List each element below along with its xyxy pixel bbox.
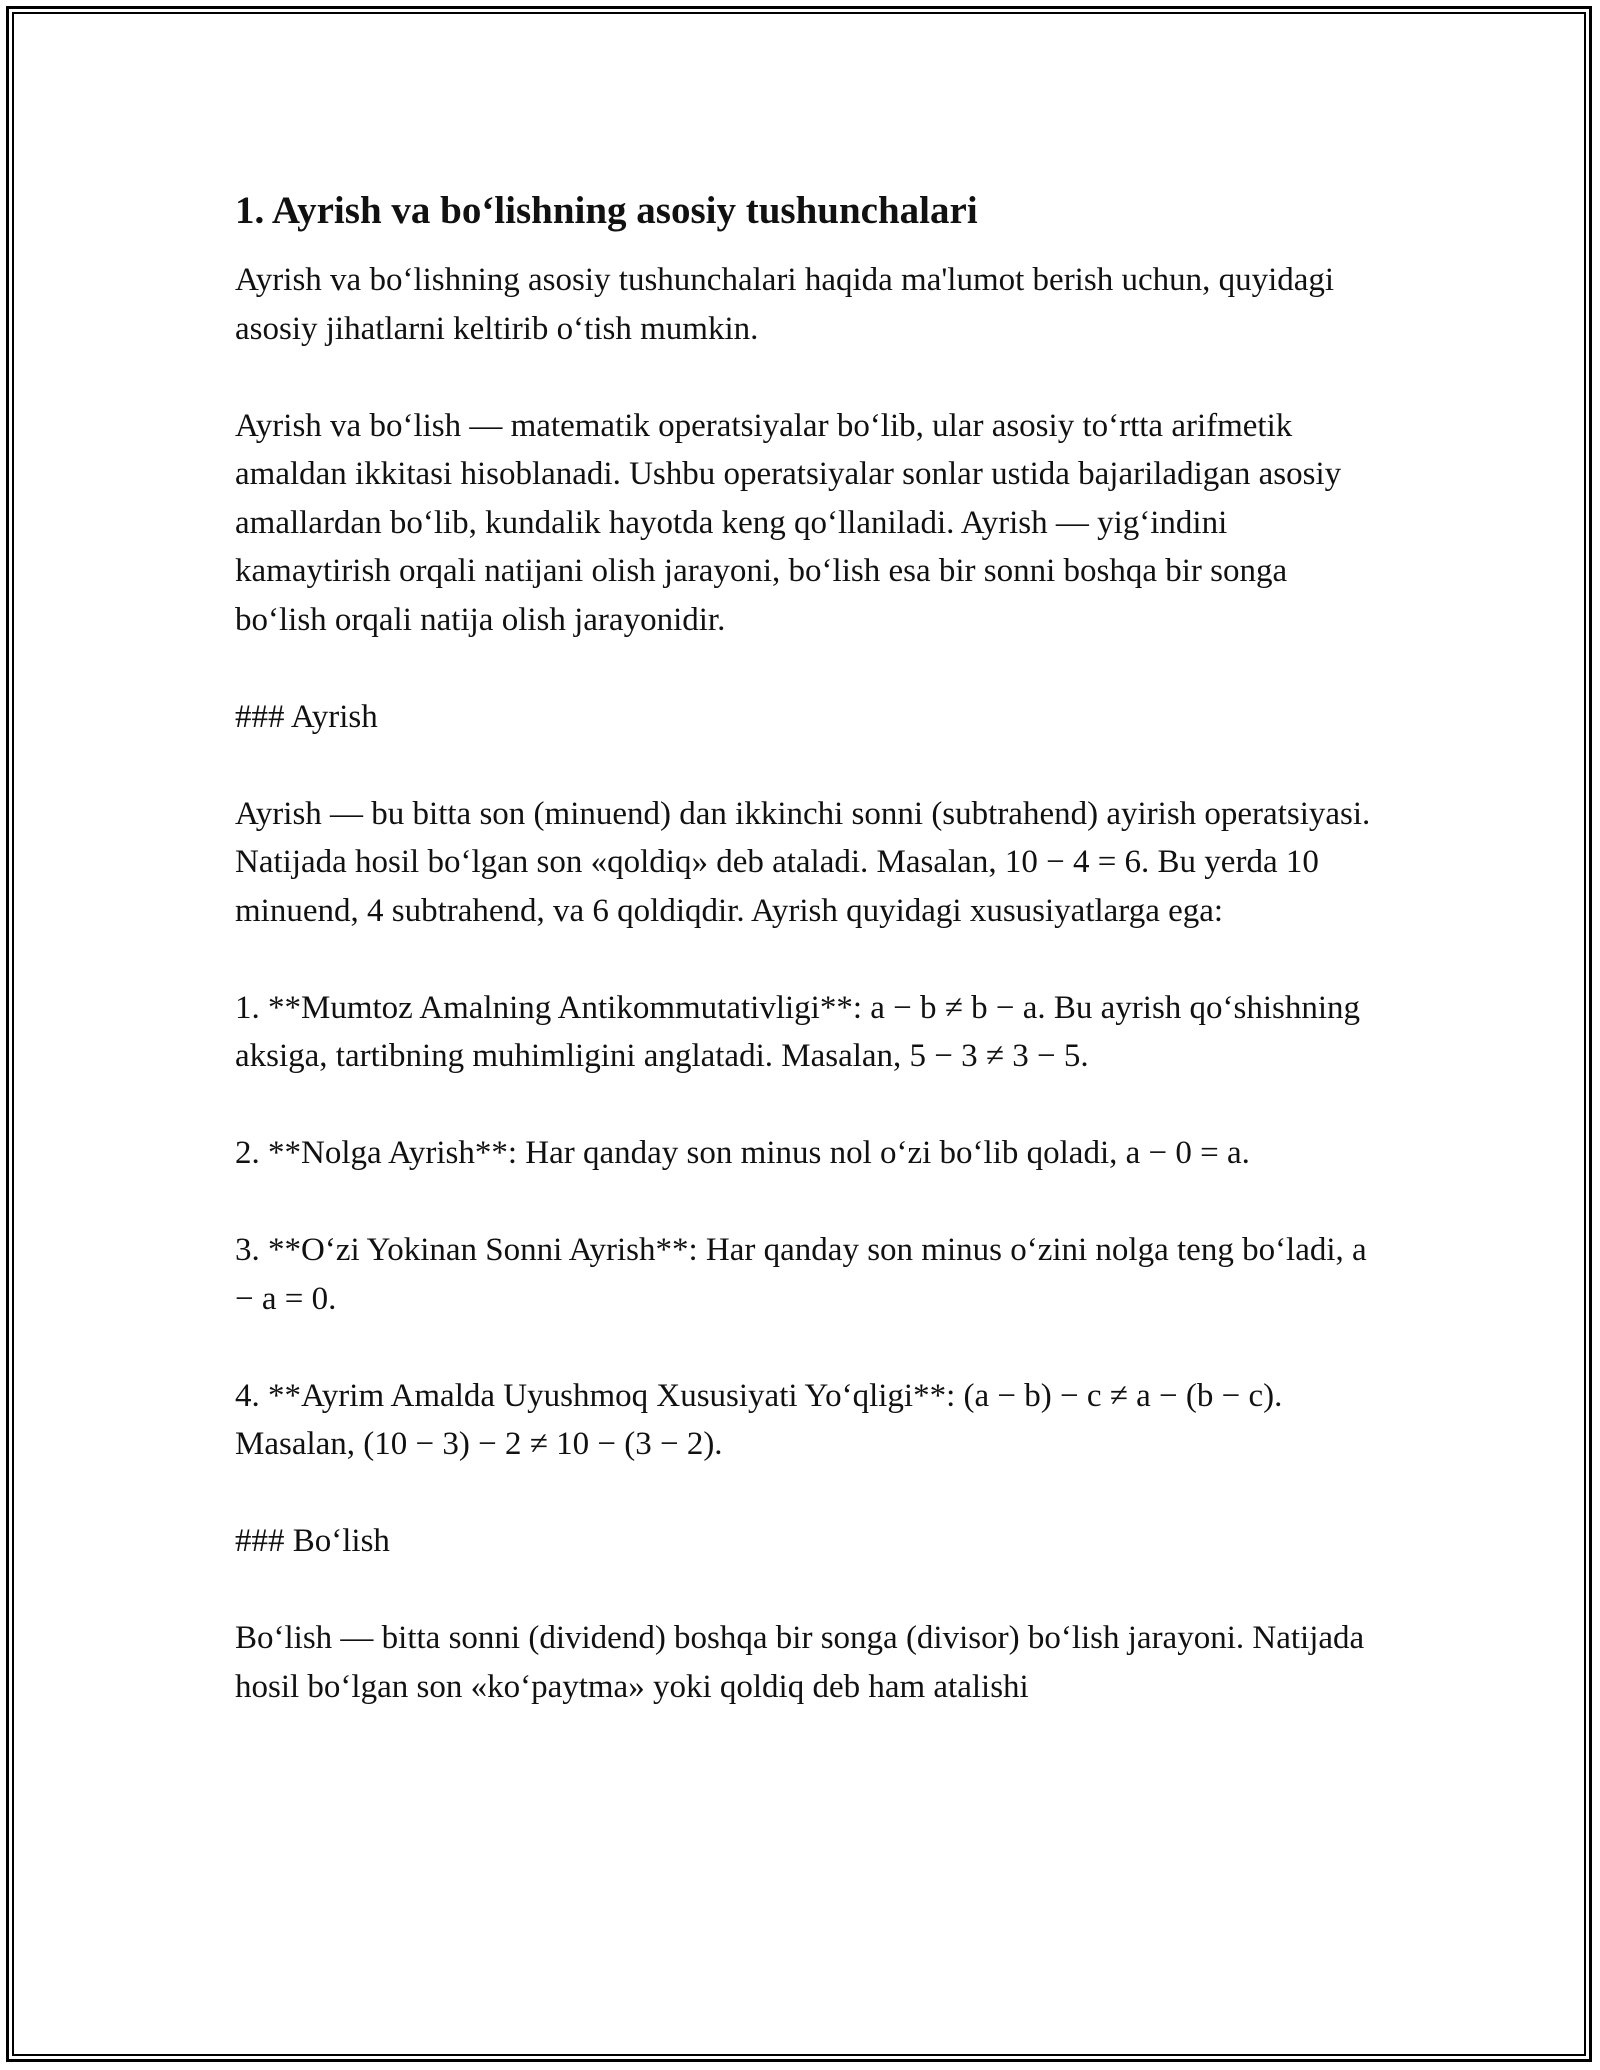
intro-paragraph: Ayrish va bo‘lishning asosiy tushunchalari haqida ma'lumot berish uchun, quyidagi asosiy jihatlarni keltirib o‘tish mumkin. [235, 262, 1335, 347]
bolish-definition-paragraph: Bo‘lish — bitta sonni (dividend) boshqa bir songa (divisor) bo‘lish jarayoni. Natijada hosil bo‘lgan son «ko‘paytma» yoki qoldiq deb ham atalishi [235, 1620, 1365, 1705]
section-heading-ayrish: ### Ayrish [235, 698, 378, 735]
property-item-1: 1. **Mumtoz Amalning Antikommutativligi**: a − b ≠ b − a. Bu ayrish qo‘shishning aksiga, tartibning muhimligini anglatadi. Masalan, 5 − 3 ≠ 3 − 5. [235, 989, 1361, 1074]
property-item-4: 4. **Ayrim Amalda Uyushmoq Xususiyati Yo‘qligi**: (a − b) − c ≠ a − (b − c). Masalan, (10 − 3) − 2 ≠ 10 − (3 − 2). [235, 1377, 1283, 1462]
overview-paragraph: Ayrish va bo‘lish — matematik operatsiyalar bo‘lib, ular asosiy to‘rtta arifmetik amaldan ikkitasi hisoblanadi. Ushbu operatsiyalar sonlar ustida bajariladigan asosiy amallardan bo‘lib, kundalik hayotda keng qo‘llaniladi. Ayrish — yig‘indini kamaytirish orqali natijani olish jarayoni, bo‘lish esa bir sonni boshqa bir songa bo‘lish orqali natija olish jarayonidir. [235, 407, 1342, 638]
ayrish-definition-paragraph: Ayrish — bu bitta son (minuend) dan ikkinchi sonni (subtrahend) ayirish operatsiyasi. Natijada hosil bo‘lgan son «qoldiq» deb ataladi. Masalan, 10 − 4 = 6. Bu yerda 10 minuend, 4 subtrahend, va 6 qoldiqdir. Ayrish quyidagi xususiyatlarga ega: [235, 795, 1371, 929]
document-title: 1. Ayrish va bo‘lishning asosiy tushunchalari [235, 189, 978, 232]
document-body [235, 186, 1375, 1760]
section-heading-bolish: ### Bo‘lish [235, 1523, 390, 1559]
property-item-3: 3. **O‘zi Yokinan Sonni Ayrish**: Har qanday son minus o‘zini nolga teng bo‘ladi, a − a = 0. [235, 1232, 1367, 1317]
property-item-2: 2. **Nolga Ayrish**: Har qanday son minus nol o‘zi bo‘lib qoladi, a − 0 = a. [235, 1135, 1250, 1171]
